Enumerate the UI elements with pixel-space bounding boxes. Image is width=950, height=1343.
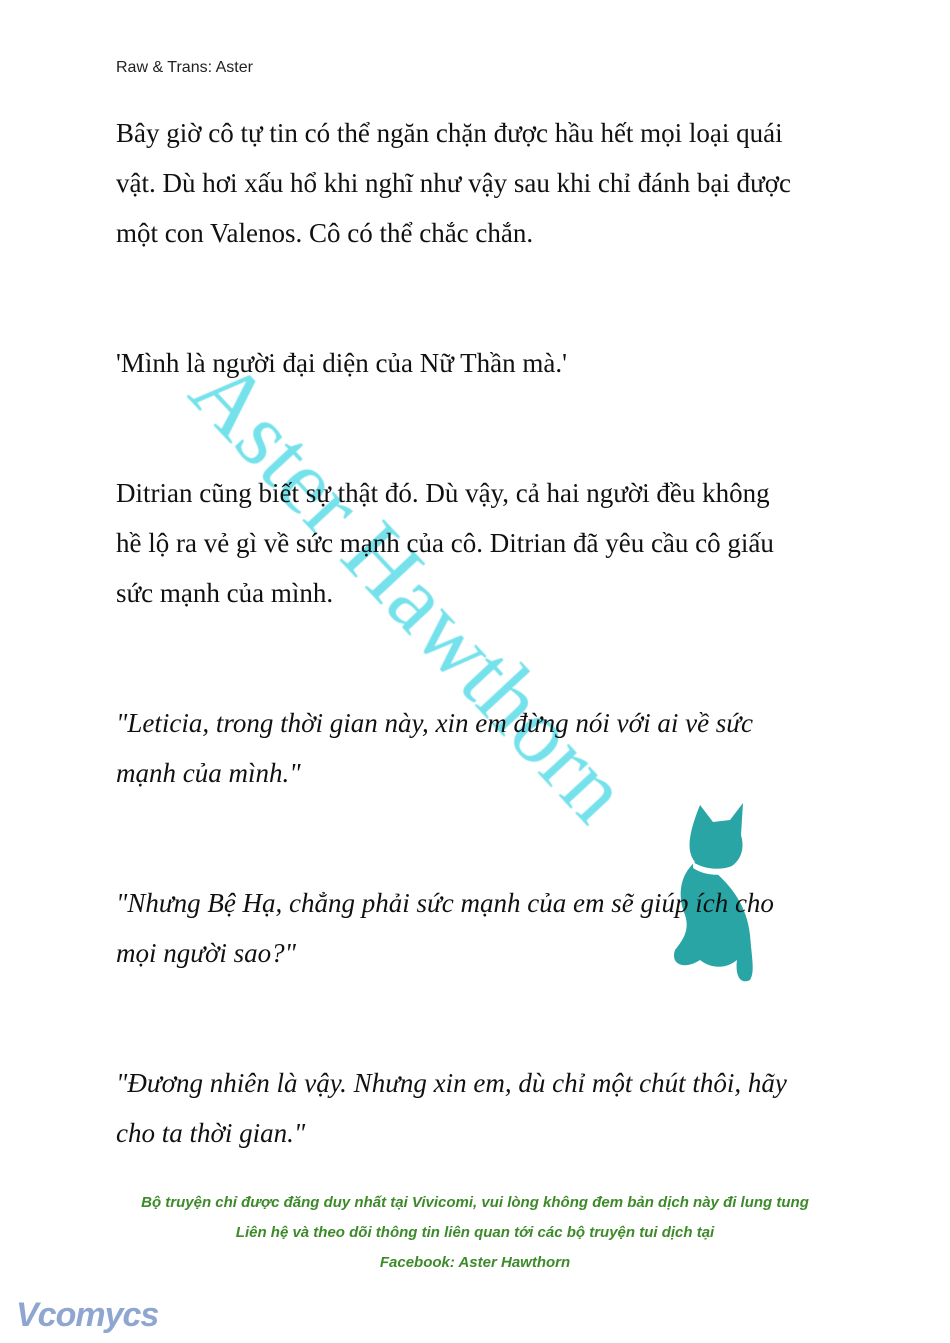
text-line: Ditrian cũng biết sự thật đó. Dù vậy, cả hai người đều không	[116, 478, 770, 508]
vcomycs-logo: Vcomycs	[16, 1296, 159, 1334]
text-line: Bây giờ cô tự tin có thể ngăn chặn được hầu hết mọi loại quái	[116, 118, 783, 148]
footer-facebook: Facebook: Aster Hawthorn	[379, 1254, 571, 1271]
text-line: hề lộ ra vẻ gì về sức mạnh của cô. Ditrian đã yêu cầu cô giấu	[116, 528, 774, 558]
text-line: sức mạnh của mình.	[116, 578, 334, 608]
text-line: vật. Dù hơi xấu hổ khi nghĩ như vậy sau khi chỉ đánh bại được	[116, 168, 791, 198]
footer-contact: Liên hệ và theo dõi thông tin liên quan tới các bộ truyện tui dịch tại	[235, 1224, 715, 1241]
dialogue-line: "Leticia, trong thời gian này, xin em đừng nói với ai về sức	[116, 708, 754, 738]
dialogue-line: "Nhưng Bệ Hạ, chẳng phải sức mạnh của em sẽ giúp ích cho	[116, 888, 774, 918]
text-line: một con Valenos. Cô có thể chắc chắn.	[116, 218, 534, 248]
dialogue-line: mạnh của mình."	[116, 758, 301, 788]
dialogue-line: mọi người sao?"	[116, 938, 296, 968]
dialogue-line: "Đương nhiên là vậy. Nhưng xin em, dù chỉ một chút thôi, hãy	[116, 1068, 787, 1098]
translator-credit: Raw & Trans: Aster	[116, 59, 253, 76]
text-line: 'Mình là người đại diện của Nữ Thần mà.'	[116, 348, 567, 378]
dialogue-line: cho ta thời gian."	[116, 1118, 306, 1148]
footer-notice: Bộ truyện chỉ được đăng duy nhất tại Vivicomi, vui lòng không đem bản dịch này đi lung tung	[141, 1194, 809, 1211]
